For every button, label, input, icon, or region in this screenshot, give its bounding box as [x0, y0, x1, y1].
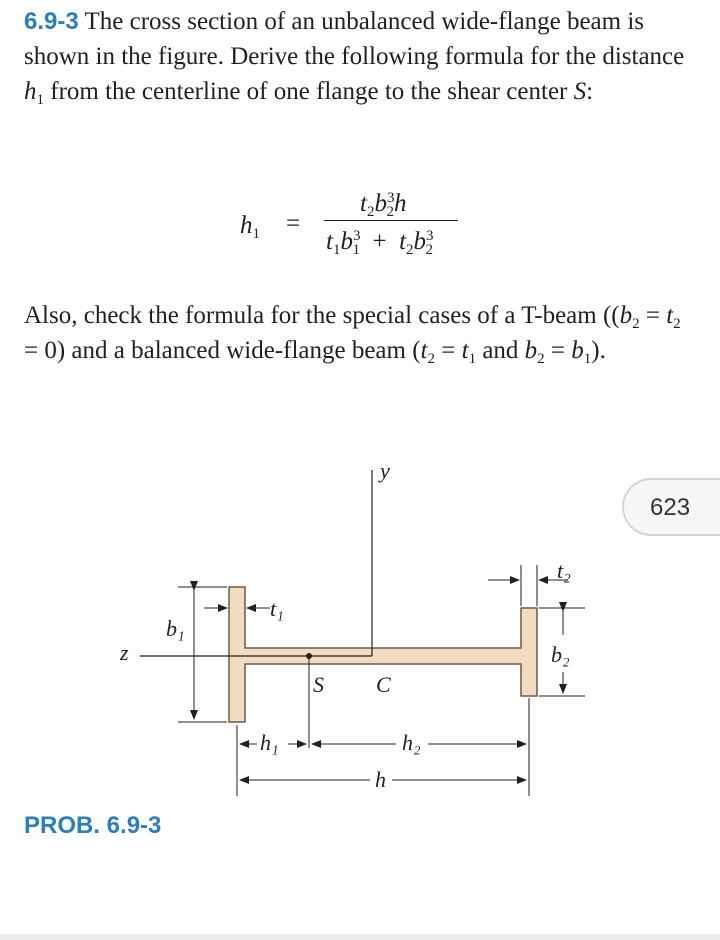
formula-denominator: $t_1b^3_1 + t_2b^3_2$: [326, 228, 434, 258]
formula-equals: =: [286, 210, 301, 237]
problem-end-text: :: [586, 78, 594, 105]
y-axis-label: y: [380, 458, 390, 483]
bottom-bar: [0, 934, 720, 940]
problem-statement: 6.9-3 The cross section of an unbalanced wide-flange beam is shown in the figure. Derive the following formula for the distance $h_1$ from the centerline of one flange to the shear center S:: [24, 8, 685, 108]
problem-mid-text: from the centerline of one flange to the shear center: [44, 78, 574, 105]
h-label: h: [375, 767, 386, 792]
h1-label: h₁: [260, 730, 279, 755]
t1-label: t₁: [270, 596, 284, 621]
problem-number: 6.9-3: [24, 8, 79, 35]
h2-label: h₂: [402, 730, 421, 755]
problem-label: PROB. 6.9-3: [24, 812, 162, 839]
b1-label: b₁: [166, 616, 185, 641]
formula-numerator: $t_2b^3_2h$: [360, 190, 407, 220]
t2-label: t₂: [557, 558, 571, 583]
formula-lhs: $h_1$: [240, 212, 260, 242]
problem-lead-text: The cross section of an unbalanced wide-flange beam is shown in the figure. Derive the following formula for the distance: [24, 8, 685, 70]
shear-center-label: S: [313, 672, 324, 697]
shear-center-formula: [240, 190, 480, 270]
z-axis-label: z: [120, 640, 129, 665]
centroid-label: C: [376, 672, 391, 697]
page-number: 623: [650, 494, 691, 521]
fraction-bar: [324, 220, 458, 221]
beam-cross-section-figure: [0, 440, 720, 810]
special-cases-text: Also, check the formula for the special cases of a T-beam ($(b_2 = t_2 = 0)$ and a balanced wide-flange beam ($t_2 = t_1$ and $b_2 = b_1$).: [24, 302, 681, 367]
b2-label: b₂: [551, 642, 570, 667]
